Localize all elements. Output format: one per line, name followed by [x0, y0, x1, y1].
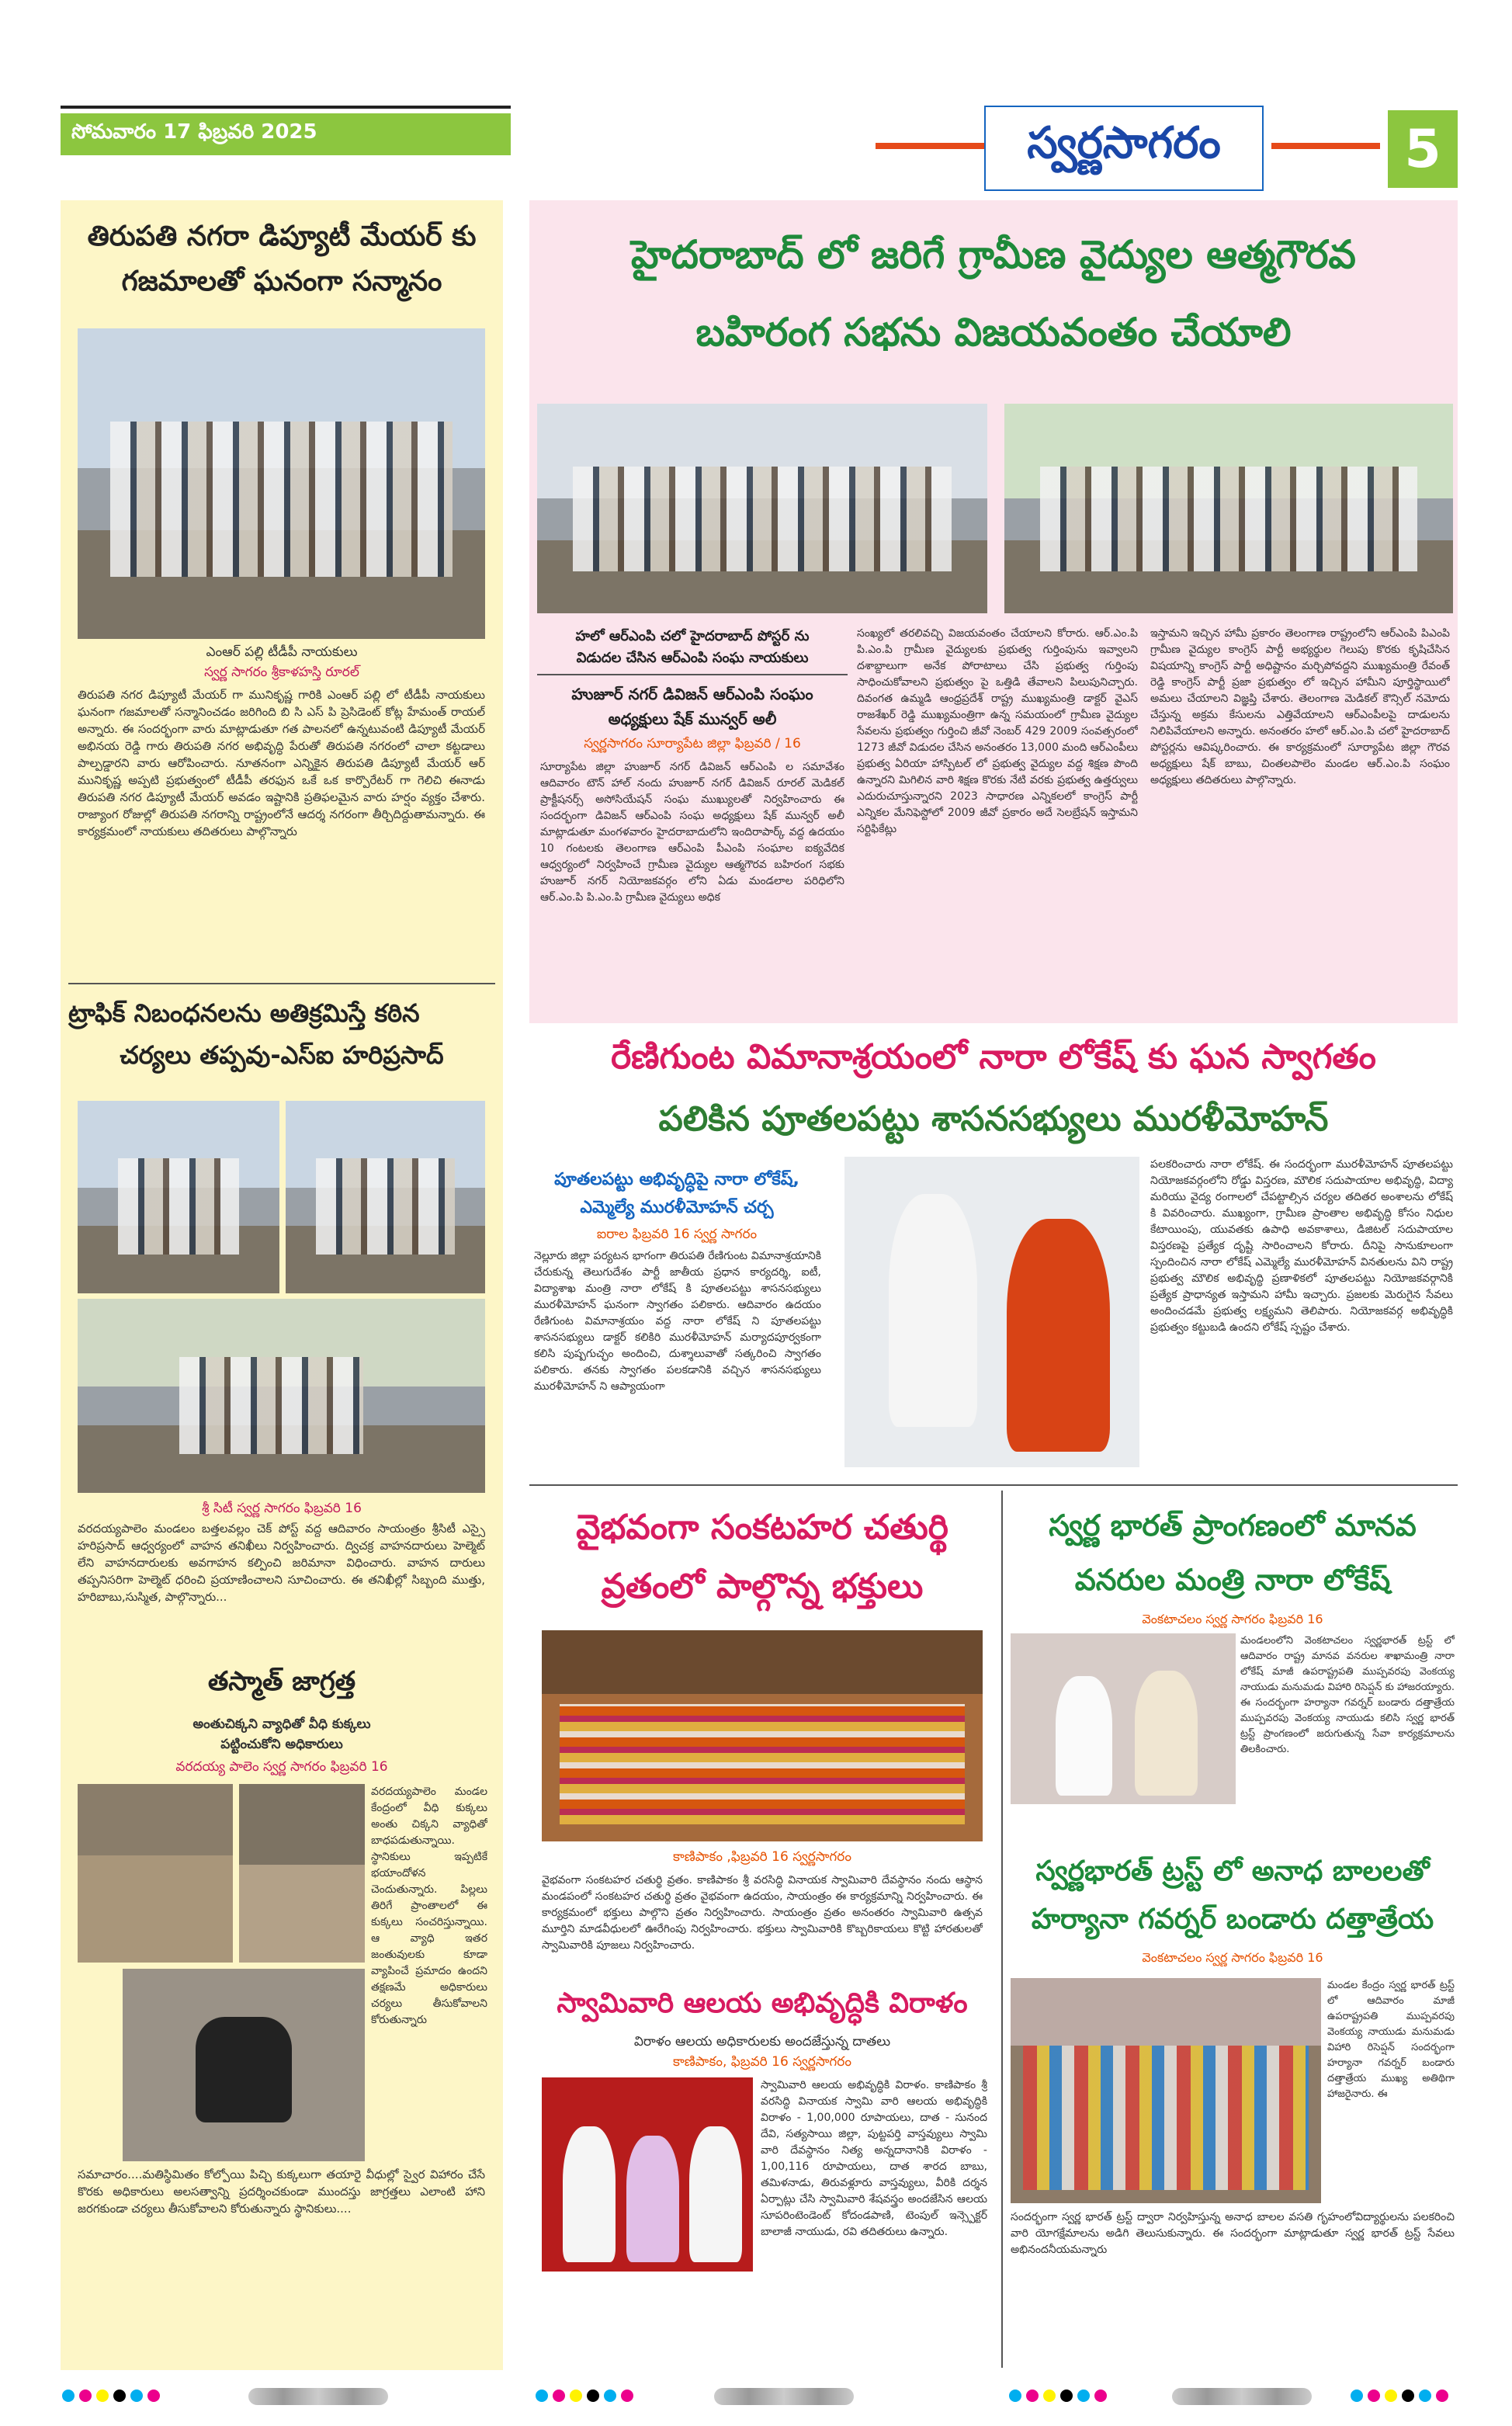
trust-body-bottom: సందర్భంగా స్వర్ణ భారత్ ట్రస్ట్ ద్వారా నిర్వహిస్తున్న అనాధ బాలల వసతి గృహంలోవిద్యార్థులను పలకరించి వారి యోగక్షేమాలను అడిగి తెలుసుకున్నారు. ఈ సందర్భంగా మాట్లాడుతూ స్వర్ణ భారత్ ట్రస్ట్ సేవలు అభినందనీయమన్నారు — [1011, 2211, 1455, 2256]
chaturthi-caption: కాణిపాకం ,ఫిబ్రవరి 16 స్వర్ణసాగరం — [673, 1849, 851, 1865]
story3-photo-2 — [239, 1784, 365, 1963]
trust-body-side: మండల కేంద్రం స్వర్ణ భారత్ ట్రస్ట్ లో ఆదివారం మాజీ ఉపరాష్ట్రపతి ముప్పవరపు వెంకయ్య నాయుడు మనుమడు విహారి రిసెప్షన్ సందర్భంగా హర్యానా గవర్నర్ బండారు దత్తాత్రేయ ముఖ్య అతిథిగా హాజరైనారు. ఈ — [1327, 1980, 1455, 2100]
cmyk-marks-left — [62, 2390, 160, 2402]
page-number-box — [1388, 110, 1458, 188]
swarna-body: మండలంలోని వెంకటాచలం స్వర్ణభారత్ ట్రస్ట్ లో ఆదివారం రాష్ట్ర మానవ వనరుల శాఖామంత్రి నారా లోకేష్ మాజీ ఉపరాష్ట్రపతి ముప్పవరపు వెంకయ్య నాయుడు మనుమడు విహారి రిసెప్షన్ కు హాజరయ్యారు. ఈ సందర్భంగా హర్యానా గవర్నర్ బండారు దత్తాత్రేయ ముప్పవరపు వెంకయ్య నాయుడు కలిసి స్వర్ణ భారత్ ట్రస్ట్ ప్రాంగణంలో జరుగుతున్న సేవా కార్యక్రమాలను తిలకించారు. — [1240, 1635, 1455, 1755]
lokesh-body-col2: పలకరించారు నారా లోకేష్. ఈ సందర్భంగా మురళీమోహన్ పూతలపట్టు నియోజకవర్గంలోని రోడ్డు విస్తరణ, మౌలిక సదుపాయాల అభివృద్ధి, విద్యా మరియు వైద్య రంగాలలో చేపట్టాల్సిన చర్యల తదితర అంశాలను లోకేష్ కి వివరించారు. ముఖ్యంగా, గ్రామీణ ప్రాంతాల అభివృద్ధి కోసం నిధుల కేటాయింపు, యువతకు ఉపాధి అవకాశాలు, డిజిటల్ సదుపాయాల విస్తరణపై ప్రత్యేక దృష్టి సారించాలని కోరారు. దీనిపై సానుకూలంగా స్పందించిన నారా లోకేష్ ఎమ్మెల్యే మురళీమోహన్ వినతులను విని రాష్ట్ర ప్రభుత్వ మౌలిక అభివృద్ధి ప్రణాళికలో పూతలపట్టు నియోజకవర్గానికి ప్రత్యేక ప్రాధాన్యత ఇస్తామని హామీ ఇచ్చారు. ప్రజలకు మెరుగైన సేవలు అందించడమే ప్రభుత్వ లక్ష్యమని తెలిపారు. నియోజకవర్గ అభివృద్ధికి ప్రభుత్వం కట్టుబడి ఉందని లోకేష్ స్పష్టం చేశారు. — [1150, 1158, 1453, 1334]
bottom-right-section — [1007, 1491, 1458, 2368]
top-rule — [61, 106, 511, 109]
chaturthi-photo — [542, 1630, 983, 1841]
story2-headline: ట్రాఫిక్ నిబంధనలను అతిక్రమిస్తే కఠిన చర్యలు తప్పవు-ఎస్ఐ హరిప్రసాద్ — [68, 998, 444, 1070]
story3-headline: తస్మాత్ జాగ్రత్త — [207, 1666, 356, 1697]
story2-body: వరదయ్యపాలెం మండలం బత్తలవల్లం చెక్ పోస్ట్ వద్ద ఆదివారం సాయంత్రం శ్రీసిటీ ఎస్సై హరిప్రసాద్ ఆధ్వర్యంలో వాహన తనిఖీలు నిర్వహించారు. ద్విచక్ర వాహనదారులు హెల్మెట్ లేని వాహనదారులకు అవగాహన కల్పించి జరిమానా విధించారు. వాహన దారులు తప్పనిసరిగా హెల్మెట్ ధరించి ప్రయాణించాలని సూచించారు. ఈ తనిఖీల్లో సిబ్బంది ముత్తు, హరిబాబు,సుస్మిత, పాల్గొన్నారు... — [78, 1522, 485, 1604]
left-column — [61, 200, 503, 2370]
rmp-body-col1: సూర్యాపేట జిల్లా హుజూర్ నగర్ డివిజన్ ఆర్ఎంపి ల సమావేశం ఆదివారం టౌన్ హాల్ నందు హుజూర్ నగర్ డివిజన్ రూరల్ మెడికల్ ప్రాక్టీషనర్స్ అసోసియేషన్ సంఘ ముఖ్యులతో నిర్వహించారు ఈ సందర్భంగా డివిజన్ ఆర్ఎంపి సంఘ అధ్యక్షులు షేక్ మున్వర్ అలీ మాట్లాడుతూ మంగళవారం హైదరాబాదులోని ఇందిరాపార్క్ వద్ద ఉదయం 10 గంటలకు తెలంగాణ ఆర్ఎంపి పీఎంపి సంఘాల ఐక్యవేదిక ఆధ్వర్యంలో నిర్వహించే గ్రామీణ వైద్యుల ఆత్మగౌరవ బహిరంగ సభకు హుజూర్ నగర్ నియోజకవర్గం లోని ఏడు మండలాల పరిధిలోని ఆర్.ఎం.పి పి.ఎం.పి గ్రామీణ వైద్యులు అధిక — [540, 761, 844, 904]
rmp-photo-1 — [537, 404, 987, 613]
donation-photo — [542, 2077, 753, 2272]
trust-photo — [1011, 1978, 1321, 2203]
story2-byline: శ్రీ సిటీ స్వర్ణ సాగరం ఫిబ్రవరి 16 — [202, 1501, 362, 1516]
bottom-vertical-divider — [1001, 1491, 1003, 2368]
mid-right-section — [529, 1033, 1458, 1483]
story3-subhead: అంతుచిక్కని వ్యాధితో వీధి కుక్కలు పట్టించుకోని అధికారులు — [192, 1716, 371, 1752]
story2-photo-1 — [78, 1101, 279, 1293]
story1-caption: ఎంఆర్ పల్లి టీడీపీ నాయకులు — [206, 644, 358, 660]
lokesh-headline-2: పలికిన పూతలపట్టు శాసనసభ్యులు మురళీమోహన్ — [658, 1099, 1329, 1139]
story3-body-side: వరదయ్యపాలెం మండల కేంద్రంలో వీధి కుక్కలు అంతు చిక్కని వ్యాధితో బాధపడుతున్నాయి. స్థానికులు ఇప్పటికే భయాందోళన చెందుతున్నారు. పిల్లలు తిరిగే ప్రాంతాలలో ఈ కుక్కలు సంచరిస్తున్నాయి. ఆ వ్యాధి ఇతర జంతువులకు కూడా వ్యాపించే ప్రమాదం ఉందని తక్షణమే అధికారులు చర్యలు తీసుకోవాలని కోరుతున్నారు — [371, 1786, 487, 2026]
chaturthi-headline: వైభవంగా సంకటహర చతుర్థి వ్రతంలో పాల్గొన్న భక్తులు — [576, 1508, 948, 1606]
lokesh-photo — [844, 1157, 1139, 1467]
chaturthi-body: వైభవంగా సంకటహర చతుర్థి వ్రతం. కాణిపాకం శ్రీ వరసిద్ధి వినాయక స్వామివారి దేవస్థానం నందు ఆస్థాన మండపంలో సంకటహర చతుర్థి వ్రతం వైభవంగా ఉదయం, సాయంత్రం ఈ కార్యక్రమాన్ని నిర్వహించారు. ఈ కార్యక్రమంలో భక్తులు పాల్గొని వ్రతం నిర్వహించారు. సాయంత్రం వ్రతం అనంతరం స్వామివారి ఉత్సవ మూర్తిని మాడవీధులలో ఊరేగింపు నిర్వహించారు. భక్తులు స్వామివారికి కొబ్బరికాయలు కొట్టి హారతులతో స్వామివారికి పూజలు నిర్వహించారు. — [542, 1874, 983, 1952]
story1-byline: స్వర్ణ సాగరం శ్రీకాళహస్తి రూరల్ — [204, 665, 359, 680]
page-number: 5 — [1404, 118, 1441, 180]
rmp-body-col3: ఇస్తామని ఇచ్చిన హామీ ప్రకారం తెలంగాణ రాష్ట్రంలోని ఆర్ఎంపి పిఎంపి గ్రామీణ వైద్యుల కాంగ్రెస్ పార్టీ అభ్యర్థుల గెలుపు కొరకు కృషిచేసిన విషయాన్ని కాంగ్రెస్ పార్టీ అధిష్టానం మర్చిపోవద్దని ముఖ్యమంత్రి రేవంత్ రెడ్డి కాంగ్రెస్ పార్టీ ప్రజా ప్రభుత్వం లో ఇచ్చిన హామీని పూర్తిస్థాయిలో అమలు చేయాలని విజ్ఞప్తి చేశారు. తెలంగాణ మెడికల్ కౌన్సిల్ నమోదు చేస్తున్న అక్రమ కేసులను ఎత్తివేయాలని ఆర్ఎంపీలపై దాడులను నిలిపివేయాలని అన్నారు. అనంతరం హలో ఆర్.ఎం.పి చలో హైదరాబాద్ పోస్టర్లను ఆవిష్కరించారు. ఈ కార్యక్రమంలో సూర్యాపేట జిల్లా గౌరవ అధ్యక్షులు షేక్ బాబు, చింతలపాలెం మండల ఆర్.ఎం.పి సంఘం అధ్యక్షులు తదితరులు పాల్గొన్నారు. — [1150, 627, 1450, 786]
accent-line-right — [1271, 143, 1380, 149]
swarna-headline: స్వర్ణ భారత్ ప్రాంగణంలో మానవ వనరుల మంత్రి నారా లోకేష్ — [1049, 1508, 1417, 1597]
paper-logo — [984, 106, 1264, 191]
rmp-subhead: హుజూర్ నగర్ డివిజన్ ఆర్ఎంపి సంఘం అధ్యక్షులు షేక్ మున్వర్ అలీ — [571, 685, 813, 728]
cmyk-marks-center — [536, 2390, 633, 2402]
mid-bottom-divider — [529, 1484, 1458, 1486]
story3-body-bottom: సమాచారం....మతిస్థిమితం కోల్పోయి పిచ్చి కుక్కలుగా తయారై వీధుల్లో స్వైర విహారం చేసే కొరకు అధికారులు అలసత్వాన్ని ప్రదర్శించకుండా ముందస్తు జాగ్రత్తలు ఎలాంటి హాని జరగకుండా చర్యలు తీసుకోవాలని కోరుతున్నారు స్థానికులు.... — [78, 2167, 485, 2216]
rmp-caption-rule — [537, 674, 848, 675]
rmp-photo-2 — [1004, 404, 1453, 613]
donation-byline: కాణిపాకం, ఫిబ్రవరి 16 స్వర్ణసాగరం — [673, 2054, 851, 2070]
story2-photo-2 — [286, 1101, 485, 1293]
donation-headline: స్వామివారి ఆలయ అభివృద్ధికి విరాళం — [557, 1987, 968, 2019]
grey-bar-1 — [248, 2388, 388, 2405]
swarna-byline: వెంకటాచలం స్వర్ణ సాగరం ఫిబ్రవరి 16 — [1142, 1612, 1323, 1626]
story3-photo-3 — [123, 1969, 365, 2161]
rmp-byline: స్వర్ణసాగరం సూర్యాపేట జిల్లా ఫిబ్రవరి / 16 — [584, 736, 801, 751]
swarna-photo — [1011, 1633, 1236, 1804]
rmp-headline: హైదరాబాద్ లో జరిగే గ్రామీణ వైద్యుల ఆత్మగౌరవ బహిరంగ సభను విజయవంతం చేయాలి — [631, 232, 1356, 355]
date-bar — [61, 113, 511, 155]
left-divider-1 — [68, 983, 495, 984]
grey-bar-3 — [1172, 2388, 1312, 2405]
rmp-body-col2: సంఖ్యలో తరలివచ్చి విజయవంతం చేయాలని కోరారు. ఆర్.ఎం.పి పి.ఎం.పి గ్రామీణ వైద్యులకు ప్రభుత్వ గుర్తింపును ఇవ్వాలని దశాబ్దాలుగా అనేక పోరాటాలు చేసి ప్రభుత్వ గుర్తింపు సాధించుకోవాలని ప్రభుత్వం పై ఒత్తిడి తేవాలని పిలుపునిచ్చారు. దివంగత ఉమ్మడి ఆంధ్రప్రదేశ్ రాష్ట్ర ముఖ్యమంత్రి డాక్టర్ వైఎస్ రాజశేఖర్ రెడ్డి ముఖ్యమంత్రిగా ఉన్న సమయంలో గ్రామీణ వైద్యుల సేవలను ప్రభుత్వం గుర్తించి జీవో నెంబర్ 429 2009 సంవత్సరంలో 1273 జీవో విడుదల చేసిన అనంతరం 13,000 మంది ఆర్ఎంపీలు ప్రభుత్వ ఏరియా హాస్పిటల్ లో ప్రభుత్వ వైద్యుల వద్ద శిక్షణ పొంది ఉన్నారని మిగిలిన వారి శిక్షణ కొరకు నేటి వరకు ప్రభుత్వ ఉత్తర్వులు ఎదురుచూస్తున్నారని 2023 సాధారణ ఎన్నికలలో కాంగ్రెస్ పార్టీ ఎన్నికల మేనిఫెస్టోలో 2009 జీవో ప్రకారం అదే సెలబ్రేషన్ ఇస్తామని సర్టిఫికేట్లు — [857, 627, 1138, 835]
story2-photo-3 — [78, 1299, 485, 1493]
story3-byline: వరదయ్య పాలెం స్వర్ణ సాగరం ఫిబ్రవరి 16 — [175, 1759, 388, 1775]
grey-bar-2 — [714, 2388, 854, 2405]
top-right-section — [529, 200, 1458, 1023]
rmp-caption: హలో ఆర్ఎంపి చలో హైదరాబాద్ పోస్టర్ ను విడుదల చేసిన ఆర్ఎంపి సంఘ నాయకులు — [575, 628, 810, 666]
lokesh-subhead: పూతలపట్టు అభివృద్ధిపై నారా లోకేష్, ఎమ్మెల్యే మురళీమోహన్ చర్చ — [554, 1170, 799, 1217]
story1-headline: తిరుపతి నగరా డిప్యూటీ మేయర్ కు గజమాలతో ఘనంగా సన్మానం — [87, 220, 477, 297]
lokesh-body-col1: నెల్లూరు జిల్లా పర్యటన భాగంగా తిరుపతి రేణిగుంట విమానాశ్రయానికి చేరుకున్న తెలుగుదేశం పార్టీ జాతీయ ప్రధాన కార్యదర్శి, ఐటీ, విద్యాశాఖ మంత్రి నారా లోకేష్ కి పూతలపట్టు శాసనసభ్యులు మురళీమోహన్ ఘనంగా స్వాగతం పలికారు. ఆదివారం ఉదయం రేణిగుంట విమానాశ్రయం వద్ద నారా లోకేష్ ని పూతలపట్టు శాసనసభ్యులు డాక్టర్ కలికిరి మురళీమోహన్ మర్యాదపూర్వకంగా కలిసి పుష్పగుచ్ఛం అందించి, దుశ్శాలువాతో సత్కరించి స్వాగతం పలికారు. తనకు స్వాగతం పలకడానికి వచ్చిన శాసనసభ్యులు మురళీమోహన్ ని ఆప్యాయంగా — [534, 1250, 821, 1393]
donation-subhead: విరాళం ఆలయ అధికారులకు అందజేస్తున్న దాతలు — [633, 2034, 891, 2049]
cmyk-marks-far-right — [1351, 2390, 1448, 2402]
trust-byline: వెంకటాచలం స్వర్ణ సాగరం ఫిబ్రవరి 16 — [1142, 1950, 1323, 1965]
lokesh-byline: ఐరాల ఫిబ్రవరి 16 స్వర్ణ సాగరం — [596, 1227, 758, 1242]
bottom-center-section — [529, 1491, 995, 2368]
trust-headline: స్వర్ణభారత్ ట్రస్ట్ లో అనాధ బాలలతో హర్యానా గవర్నర్ బండారు దత్తాత్రేయ — [1031, 1855, 1434, 1935]
lokesh-headline-1: రేణిగుంట విమానాశ్రయంలో నారా లోకేష్ కు ఘన స్వాగతం — [611, 1037, 1376, 1077]
issue-date: సోమవారం 17 ఫిబ్రవరి 2025 — [71, 120, 317, 144]
masthead — [61, 106, 1458, 191]
donation-body: స్వామివారి ఆలయ అభివృద్ధికి విరాళం. కాణిపాకం శ్రీ వరసిద్ధి వినాయక స్వామి వారి ఆలయ అభివృద్ధికి విరాళం - 1,00,000 రూపాయలు, దాత - సునంద దేవి, సత్యసాయి జిల్లా, పుట్టపర్తి వాస్తవ్యులు స్వామి వారి దేవస్థానం నిత్య అన్నదానానికి విరాళం - 1,00,116 రూపాయలు, దాత శారద బాబు, తమిళనాడు, తిరువళ్లూరు వాస్తవ్యులు, వీరికి దర్శన ఏర్పాట్లు చేసి స్వామివారి శేషవస్త్రం అందజేసిన ఆలయ సూపరింటెండెంట్ కోదండపాణి, టెంపుల్ ఇన్స్పెక్టర్ బాలాజీ నాయుడు, రవి తదితరులు ఉన్నారు. — [761, 2079, 987, 2238]
story1-photo — [78, 328, 485, 639]
story3-photo-1 — [78, 1784, 233, 1963]
story1-body: తిరుపతి నగర డిప్యూటీ మేయర్ గా మునికృష్ణ గారికి ఎంఆర్ పల్లి లో టీడీపీ నాయకులు ఘనంగా గజమాలతో సన్మానించడం జరిగింది బి సి ఎస్ పి ప్రెసిడెంట్ కోట్ల హేమంత్ రాయల్ అన్నారు. ఈ సందర్భంగా వారు మాట్లాడుతూ గత పాలనలో ఉన్నటువంటి డిప్యూటీ మేయర్ అభినయ రెడ్డి గారు తిరుపతి నగర అభివృద్ధి పేరుతో తిరుపతి నగరంలో చాలా కట్టడాలు పాల్పడ్డారని వారు ఆరోపించారు. నూతనంగా ఎన్నికైన తిరుపతి డిప్యూటీ మేయర్ ఆర్ మునికృష్ణ అప్పటి ప్రభుత్వంలో టీడీపీ తరఫున ఒకే ఒక కార్పొరేటర్ గా గెలిచి ఈనాడు తిరుపతి నగర డిప్యూటీ మేయర్ అవడం ఇష్టానికి ప్రతిఫలమైన వారు హర్షం వ్యక్తం చేశారు. రాజ్యాంగ రోజుల్లో తిరుపతి నగరాన్ని రాష్ట్రంలోనే ఆదర్శ నగరంగా తీర్చిదిద్దుతామన్నారు. ఈ కార్యక్రమంలో నాయకులు తదితరులు పాల్గొన్నారు — [78, 688, 485, 838]
paper-name: స్వర్ణసాగరం — [1027, 117, 1221, 168]
cmyk-marks-right — [1009, 2390, 1107, 2402]
